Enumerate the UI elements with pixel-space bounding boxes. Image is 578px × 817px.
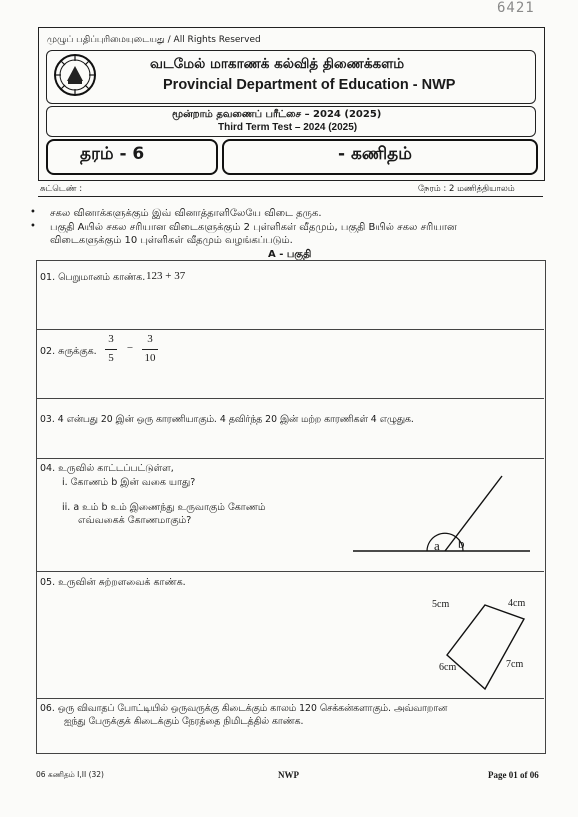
minus-operator: − xyxy=(126,342,134,354)
question-4-part-ii-continued: எவ்வகைக் கோணமாகும்? xyxy=(78,515,192,526)
fraction-1-numerator: 3 xyxy=(108,333,114,345)
question-2: 02. சுருக்குக. xyxy=(40,346,97,357)
angle-diagram xyxy=(345,470,535,560)
angle-label-b: b xyxy=(458,536,465,551)
page-number: Page 01 of 06 xyxy=(488,770,539,780)
question-divider xyxy=(36,398,544,399)
question-divider xyxy=(36,698,544,699)
term-title-tamil: மூன்றாம் தவணைப் பரீட்சை – 2024 (2025) xyxy=(172,109,382,120)
quadrilateral-diagram xyxy=(440,595,530,695)
side-label-top-right: 4cm xyxy=(508,598,526,609)
side-label-bottom-left: 6cm xyxy=(439,662,457,673)
index-number-label: சுட்டெண் : xyxy=(40,184,83,194)
fraction-2-denominator: 10 xyxy=(144,352,156,364)
question-5: 05. உருவின் சுற்றளவைக் காண்க. xyxy=(40,577,186,588)
fraction-2-bar xyxy=(142,349,158,350)
footer-province: NWP xyxy=(278,770,299,780)
department-name-tamil: வடமேல் மாகாணக் கல்வித் திணைக்களம் xyxy=(150,56,405,72)
instruction-2: பகுதி Aயில் சகல சரியான விடைகளுக்கும் 2 புள்ளிகள் வீதமும், பகுதி Bயில் சகல சரியான xyxy=(50,222,457,233)
grade-label: தரம் - 6 xyxy=(80,144,145,164)
side-label-bottom-right: 7cm xyxy=(506,659,524,670)
question-4: 04. உருவில் காட்டப்பட்டுள்ள, xyxy=(40,463,174,474)
instruction-1: சகல வினாக்களுக்கும் இவ் வினாத்தாளிலேயே விடை தருக. xyxy=(50,208,322,219)
question-4-part-i: i. கோணம் b இன் வகை யாது? xyxy=(62,477,196,488)
instruction-3: விடைகளுக்கும் 10 புள்ளிகள் வீதமும் வழங்கப்படும். xyxy=(50,235,293,246)
fraction-2-numerator: 3 xyxy=(147,333,153,345)
side-label-top-left: 5cm xyxy=(432,599,450,610)
question-6: 06. ஒரு விவாதப் போட்டியில் ஒருவருக்கு கிடைக்கும் காலம் 120 செக்கன்களாகும். அவ்வாறான xyxy=(40,703,448,714)
term-title-english: Third Term Test – 2024 (2025) xyxy=(218,122,358,133)
question-1: 01. பெறுமானம் காண்க. xyxy=(40,272,146,283)
bullet-icon: • xyxy=(30,221,36,232)
question-1-expression: 123 + 37 xyxy=(146,270,186,282)
provincial-emblem-icon xyxy=(53,53,97,97)
question-6-continued: ஐந்து பேருக்குக் கிடைக்கும் நேரத்தை நிமிடத்தில் காண்க. xyxy=(64,716,304,727)
bullet-icon: • xyxy=(30,207,36,218)
question-divider xyxy=(36,458,544,459)
angle-label-a: a xyxy=(434,538,440,553)
department-name-english: Provincial Department of Education - NWP xyxy=(163,77,456,93)
part-a-heading: A - பகுதி xyxy=(268,249,312,260)
fraction-1-denominator: 5 xyxy=(108,352,114,364)
copyright-notice: முழுப் பதிப்புரிமையுடையது / All Rights Reserved xyxy=(47,35,261,45)
question-divider xyxy=(36,571,544,572)
question-divider xyxy=(36,329,544,330)
subject-label: - கணிதம் xyxy=(338,144,412,164)
header-divider xyxy=(38,196,543,197)
paper-code-stamp: 6421 xyxy=(497,0,535,16)
question-3: 03. 4 என்பது 20 இன் ஒரு காரணியாகும். 4 தவிர்ந்த 20 இன் மற்ற காரணிகள் 4 எழுதுக. xyxy=(40,414,414,425)
question-4-part-ii: ii. a உம் b உம் இணைந்து உருவாகும் கோணம் xyxy=(62,502,266,513)
footer-paper-code: 06 கணிதம் I,II (32) xyxy=(36,770,104,779)
fraction-1-bar xyxy=(105,349,117,350)
time-allowed-label: நேரம் : 2 மணித்தியாலம் xyxy=(418,184,515,194)
